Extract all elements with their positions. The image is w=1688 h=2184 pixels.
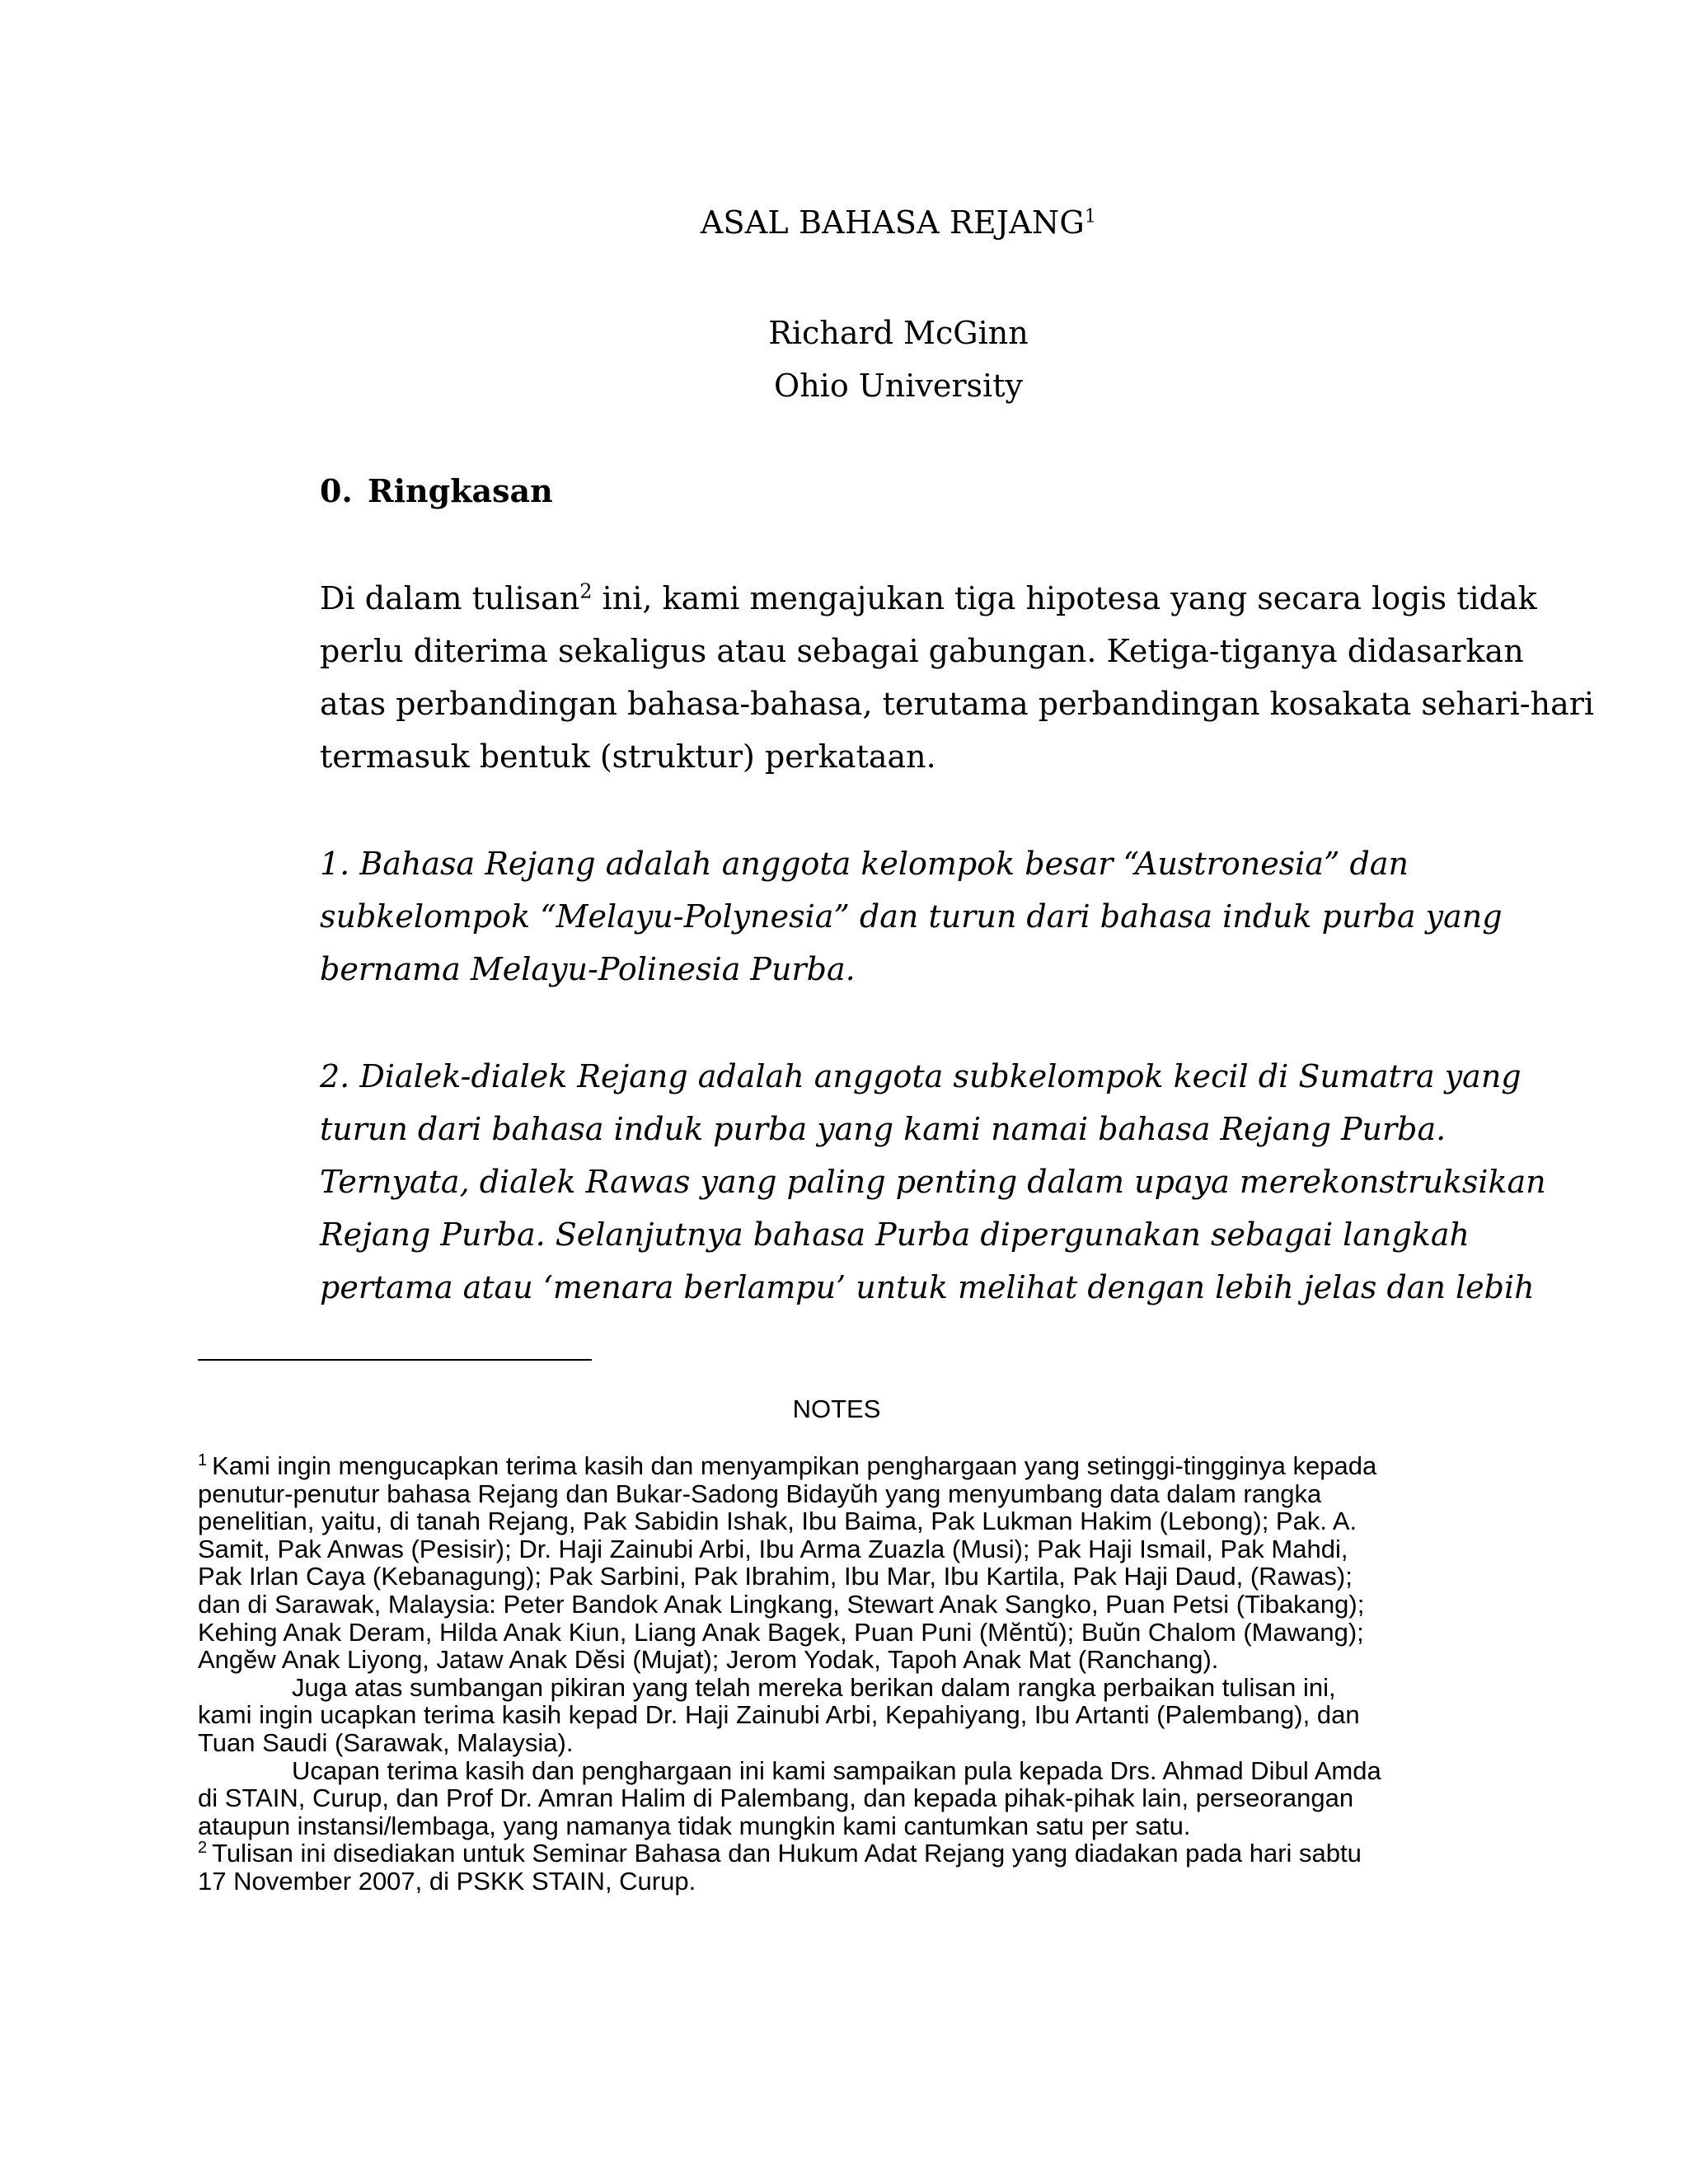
intro-line: termasuk bentuk (struktur) perkataan. bbox=[320, 738, 936, 775]
intro-paragraph bbox=[320, 572, 1595, 783]
hypothesis-line: 2. Dialek-dialek Rejang adalah anggota subkelompok kecil di Sumatra yang bbox=[320, 1058, 1522, 1094]
hypothesis-line: Rejang Purba. Selanjutnya bahasa Purba dipergunakan sebagai langkah bbox=[320, 1216, 1470, 1253]
footnote-line: 17 November 2007, di PSKK STAIN, Curup. bbox=[198, 1866, 696, 1896]
footnote-2-line: $^2$ Tulisan ini disediakan untuk Seminar Bahasa dan Hukum Adat Rejang yang diadakan pada hari sabtu bbox=[198, 1838, 1362, 1868]
intro-line: perlu diterima sekaligus atau sebagai gabungan. Ketiga-tiganya didasarkan bbox=[320, 633, 1524, 669]
footnote-divider bbox=[198, 1359, 592, 1361]
footnote-line: Angĕw Anak Liyong, Jataw Anak Dĕsi (Mujat); Jerom Yodak, Tapoh Anak Mat (Ranchang). bbox=[198, 1645, 1219, 1675]
footnote-line: penelitian, yaitu, di tanah Rejang, Pak Sabidin Ishak, Ibu Baima, Pak Lukman Hakim (Lebong); Pak. A. bbox=[198, 1507, 1357, 1536]
footnote-line: Juga atas sumbangan pikiran yang telah mereka berikan dalam rangka perbaikan tulisan ini, bbox=[292, 1672, 1336, 1702]
footnote-2-mark[interactable]: 2 bbox=[579, 579, 593, 603]
footnote-line: Pak Irlan Caya (Kebanagung); Pak Sarbini, Pak Ibrahim, Ibu Mar, Ibu Kartila, Pak Haji Daud, (Rawas); bbox=[198, 1562, 1353, 1591]
footnote-1-marker: 1 bbox=[198, 1451, 208, 1469]
hypothesis-line: turun dari bahasa induk purba yang kami namai bahasa Rejang Purba. bbox=[320, 1111, 1447, 1147]
footnotes bbox=[198, 1452, 1500, 1896]
paper-title bbox=[0, 204, 1688, 241]
footnote-line: ataupun instansi/lembaga, yang namanya tidak mungkin kami cantumkan satu per satu. bbox=[198, 1811, 1191, 1840]
footnote-line: Tuan Saudi (Sarawak, Malaysia). bbox=[198, 1727, 574, 1757]
hypothesis-line: Ternyata, dialek Rawas yang paling penting dalam upaya merekonstruksikan bbox=[320, 1164, 1546, 1200]
footnote-line: di STAIN, Curup, dan Prof Dr. Amran Halim di Palembang, dan kepada pihak-pihak lain, perseorangan bbox=[198, 1783, 1354, 1813]
hypothesis-2 bbox=[320, 1050, 1546, 1314]
hypothesis-line: subkelompok “Melayu-Polynesia” dan turun dari bahasa induk purba yang bbox=[320, 898, 1503, 935]
footnote-line: Ucapan terima kasih dan penghargaan ini kami sampaikan pula kepada Drs. Ahmad Dibul Amda bbox=[292, 1755, 1381, 1785]
hypothesis-1 bbox=[320, 837, 1503, 996]
section-number: 0. bbox=[320, 472, 353, 509]
hypothesis-line: 1. Bahasa Rejang adalah anggota kelompok besar “Austronesia” dan bbox=[320, 846, 1409, 882]
footnote-line: penutur-penutur bahasa Rejang dan Bukar-Sadong Bidayŭh yang menyumbang data dalam rangka bbox=[198, 1479, 1322, 1508]
hypothesis-line: bernama Melayu-Polinesia Purba. bbox=[320, 951, 856, 987]
footnote-line: dan di Sarawak, Malaysia: Peter Bandok Anak Lingkang, Stewart Anak Sangko, Puan Petsi (Tibakang); bbox=[198, 1589, 1365, 1619]
footnote-2-marker: 2 bbox=[198, 1838, 208, 1857]
notes-heading: NOTES bbox=[792, 1394, 881, 1423]
intro-line: Di dalam tulisan$^2$ ini, kami mengajukan tiga hipotesa yang secara logis tidak bbox=[320, 579, 1537, 616]
footnote-line: Kehing Anak Deram, Hilda Anak Kiun, Liang Anak Bagek, Puan Puni (Mĕntŭ); Buŭn Chalom (Mawang); bbox=[198, 1617, 1364, 1647]
author-affiliation: Ohio University bbox=[774, 368, 1023, 404]
author-name: Richard McGinn bbox=[768, 315, 1029, 351]
paper-title-text: ASAL BAHASA REJANG bbox=[700, 204, 1085, 241]
title-footnote-mark[interactable]: 1 bbox=[1084, 206, 1097, 227]
hypothesis-line: pertama atau ‘menara berlampu’ untuk melihat dengan lebih jelas dan lebih bbox=[320, 1269, 1535, 1305]
footnote-line: Samit, Pak Anwas (Pesisir); Dr. Haji Zainubi Arbi, Ibu Arma Zuazla (Musi); Pak Haji Ismail, Pak Mahdi, bbox=[198, 1534, 1348, 1563]
footnote-line: kami ingin ucapkan terima kasih kepad Dr. Haji Zainubi Arbi, Kepahiyang, Ibu Artanti (Palembang), dan bbox=[198, 1700, 1360, 1730]
section-title: Ringkasan bbox=[368, 472, 553, 509]
intro-line: atas perbandingan bahasa-bahasa, terutama perbandingan kosakata sehari-hari bbox=[320, 686, 1595, 722]
footnote-1-line: $^1$ Kami ingin mengucapkan terima kasih dan menyampikan penghargaan yang setinggi-tingginya kepada bbox=[198, 1451, 1377, 1480]
section-heading bbox=[320, 472, 553, 509]
